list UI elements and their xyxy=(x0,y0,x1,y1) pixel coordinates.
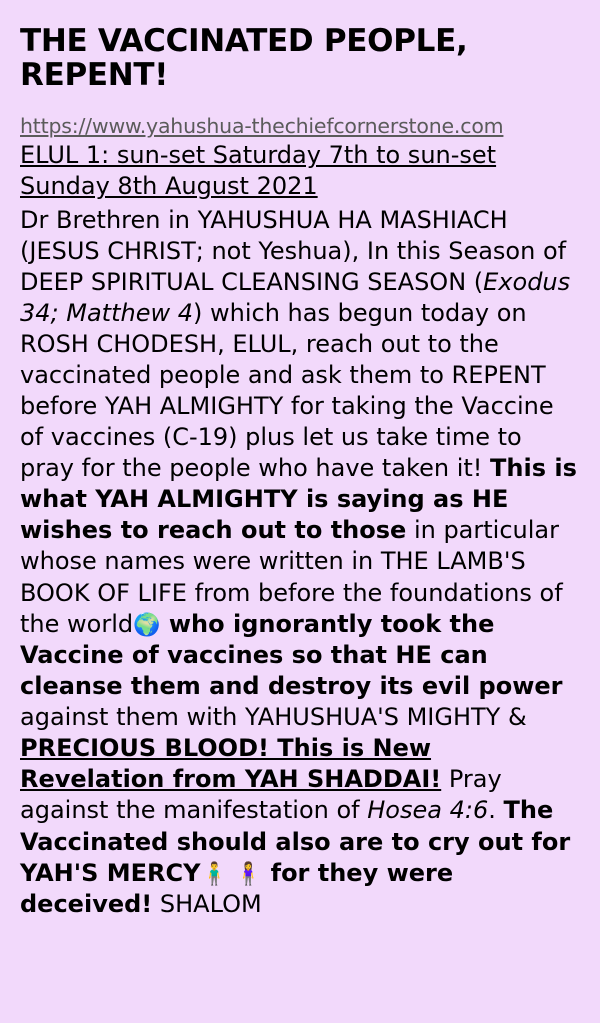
body-paragraph xyxy=(20,205,580,921)
body-segment-6: . xyxy=(488,796,504,825)
page-title: THE VACCINATED PEOPLE, REPENT! xyxy=(20,23,468,94)
body-segment-bold-4: for they were deceived! xyxy=(20,858,454,919)
body-segment-bold-2: who ignorantly took the Vaccine of vaccines so that HE can cleanse them and destroy its evil power xyxy=(20,609,563,701)
people-standing-icon: 🧍‍♂️ 🧍‍♀️ xyxy=(200,861,263,887)
body-segment-4: against them with YAHUSHUA'S MIGHTY & xyxy=(20,703,527,732)
scripture-reference-hosea: Hosea 4:6 xyxy=(367,796,489,825)
body-segment-2: ) which has begun today on ROSH CHODESH, ELUL, reach out to the vaccinated people and ask them to REPENT before YAH ALMIGHTY for taking the Vaccine of vaccines (C-19) plus let us take time to pray for the people who have taken it! xyxy=(20,298,554,483)
body-segment-closing: SHALOM xyxy=(152,890,262,919)
body-segment-intro: Dr Brethren in YAHUSHUA HA MASHIACH (JESUS CHRIST; not Yeshua), In this Season of DEEP SPIRITUAL CLEANSING SEASON ( xyxy=(20,205,567,296)
website-link[interactable]: https://www.yahushua-thechiefcornerstone.com xyxy=(20,114,504,139)
body-segment-3: in particular whose names were written in THE LAMB'S BOOK OF LIFE from before the foundations of the world xyxy=(20,516,563,638)
globe-icon: 🌍 xyxy=(133,612,161,638)
body-segment-bold-underline: PRECIOUS BLOOD! This is New Revelation from YAH SHADDAI! xyxy=(20,734,442,794)
body-segment-bold-3: The Vaccinated should also are to cry out for YAH'S MERCY xyxy=(20,796,571,887)
body-segment-5: Pray against the manifestation of xyxy=(20,765,502,825)
scripture-reference-exodus-matthew: Exodus 34; Matthew 4 xyxy=(20,267,571,327)
body-segment-bold-1: This is what YAH ALMIGHTY is saying as HE wishes to reach out to those xyxy=(20,454,577,545)
date-subheading: ELUL 1: sun-set Saturday 7th to sun-set Sunday 8th August 2021 xyxy=(20,141,497,201)
